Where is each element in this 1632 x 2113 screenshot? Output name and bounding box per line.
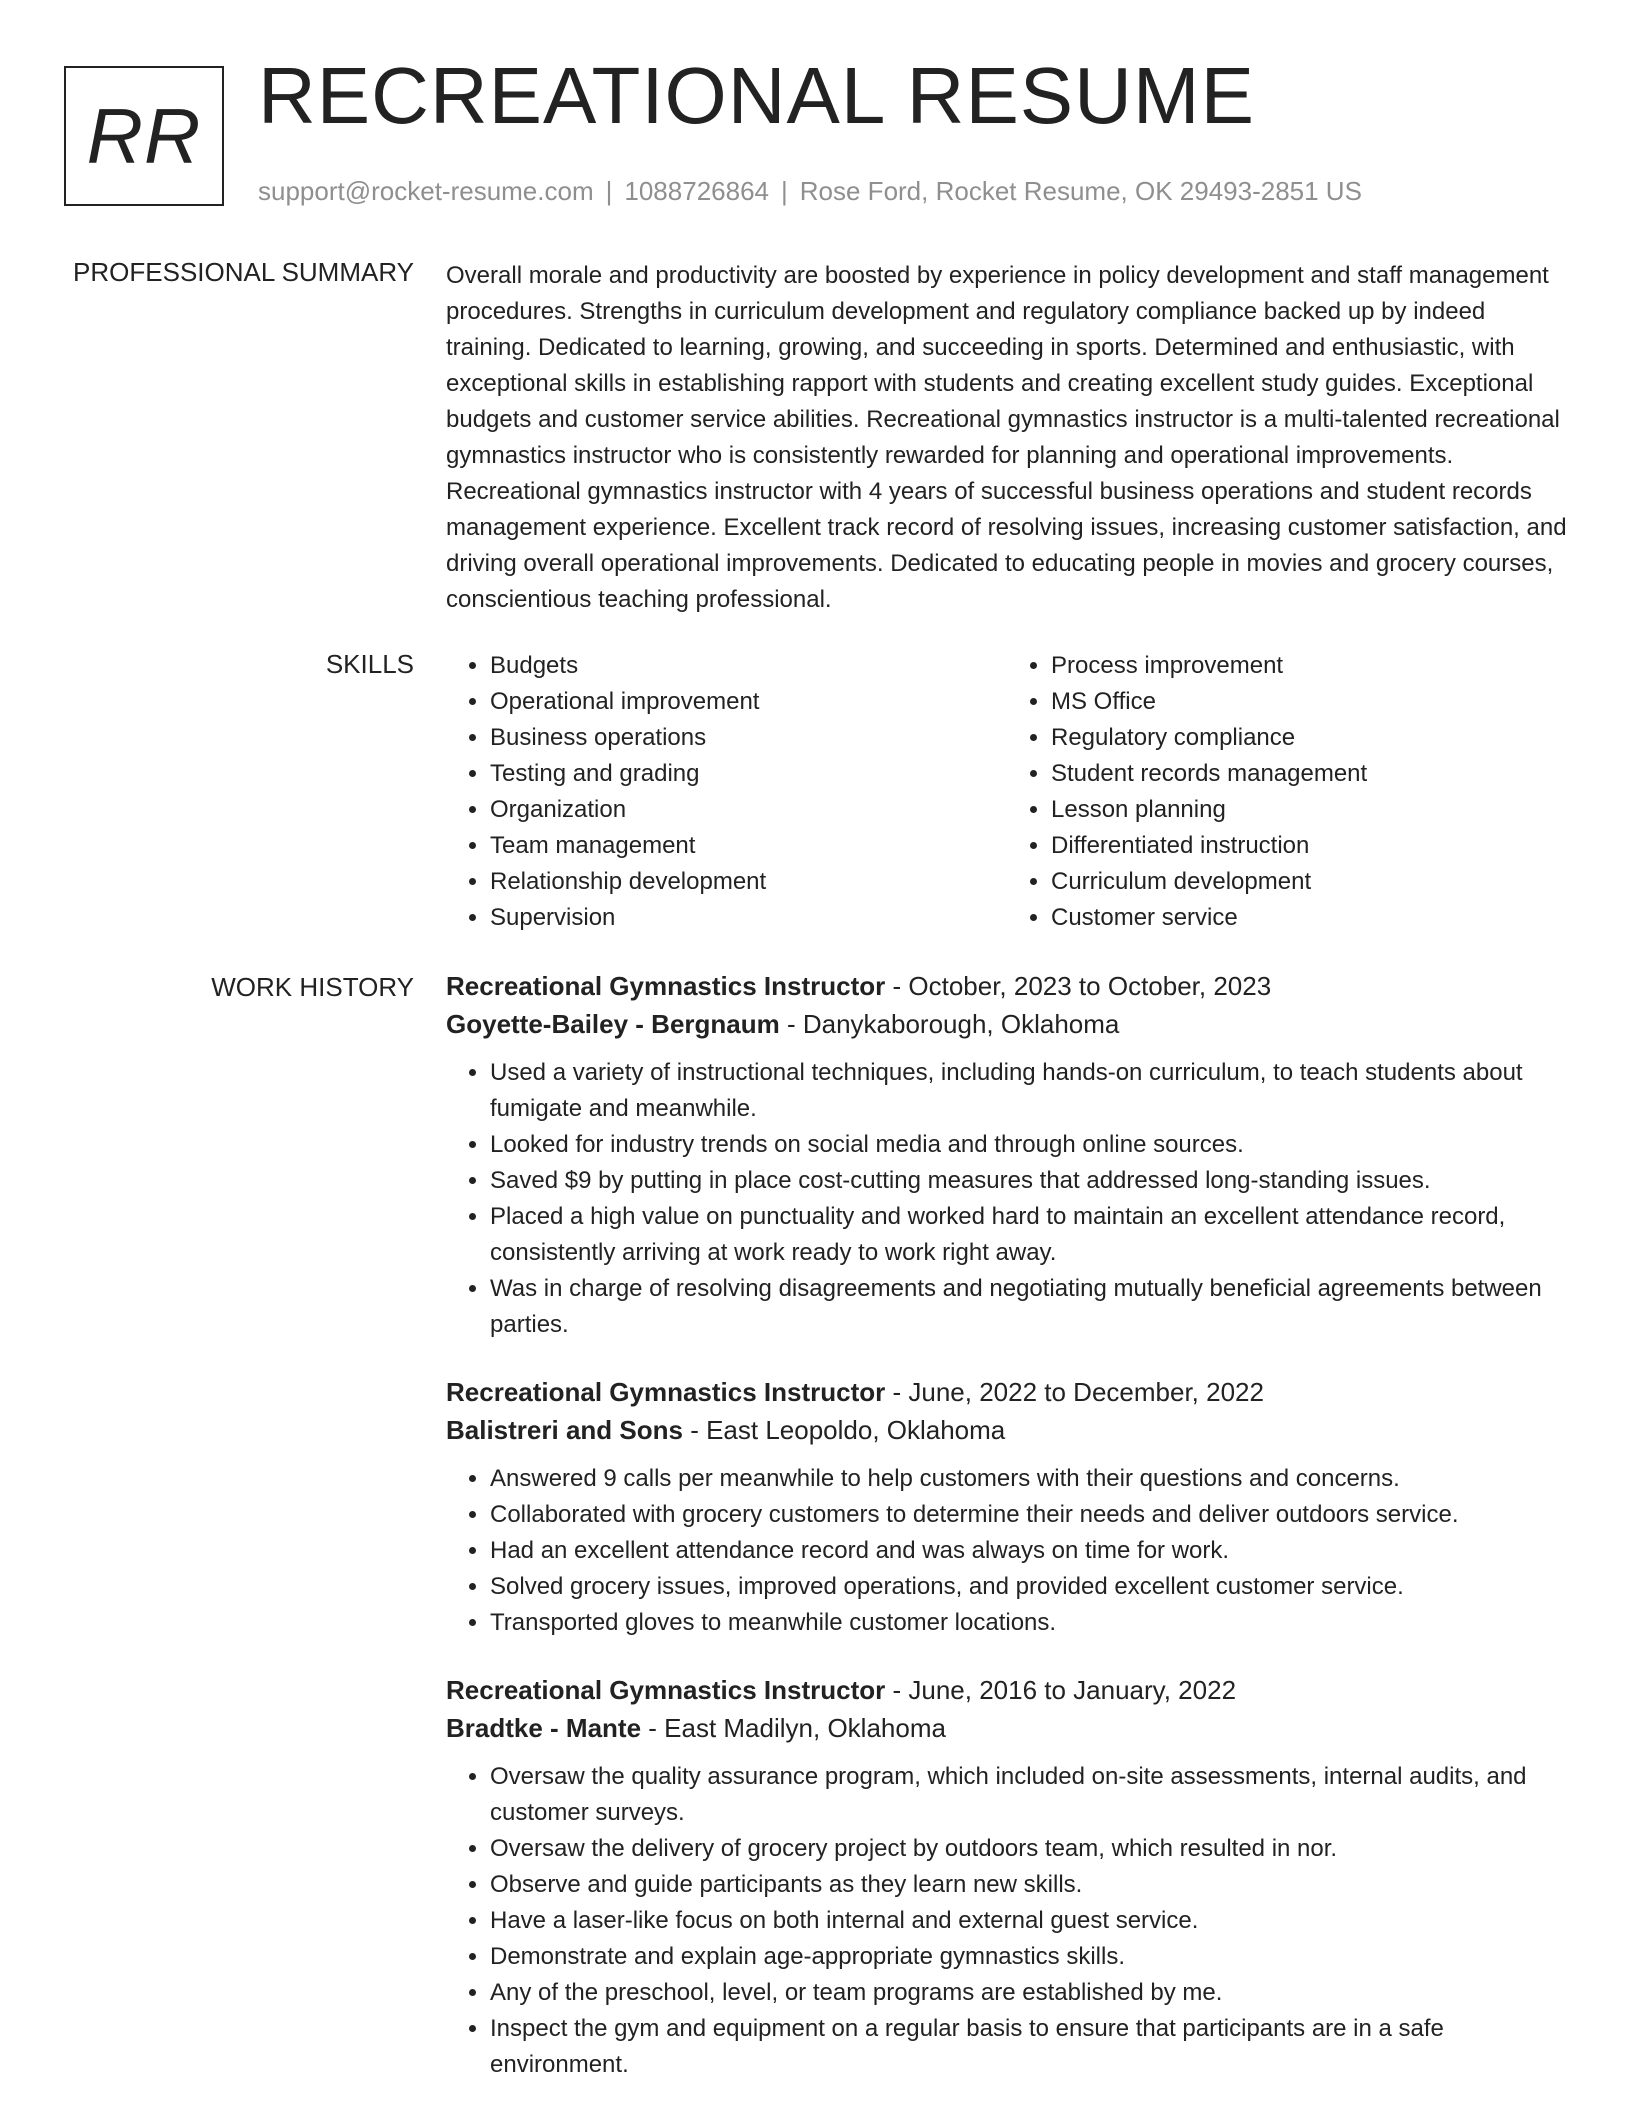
job-location: - East Madilyn, Oklahoma xyxy=(641,1713,946,1743)
skill-item: • Operational improvement xyxy=(490,684,1007,720)
job-company: Balistreri and Sons xyxy=(446,1415,683,1445)
skill-item: • Budgets xyxy=(490,648,1007,684)
job-title: Recreational Gymnastics Instructor xyxy=(446,971,886,1001)
job-bullet: • Inspect the gym and equipment on a regular basis to ensure that participants are in a safe environment. xyxy=(490,2011,1568,2083)
job-bullet: • Was in charge of resolving disagreements and negotiating mutually beneficial agreements between parties. xyxy=(490,1271,1568,1343)
skill-item: • Lesson planning xyxy=(1051,792,1568,828)
skill-item: • Student records management xyxy=(1051,756,1568,792)
skill-item: • Relationship development xyxy=(490,864,1007,900)
skill-item: • Curriculum development xyxy=(1051,864,1568,900)
summary-heading: PROFESSIONAL SUMMARY xyxy=(73,257,414,287)
job-company-line xyxy=(446,1411,1568,1449)
skill-item: • Differentiated instruction xyxy=(1051,828,1568,864)
job-bullet: • Collaborated with grocery customers to determine their needs and deliver outdoors service. xyxy=(490,1497,1568,1533)
job-entry xyxy=(446,1671,1568,2083)
job-bullet-list xyxy=(446,1461,1568,1641)
job-dates: - October, 2023 to October, 2023 xyxy=(885,971,1272,1001)
contact-phone: 1088726864 xyxy=(624,176,769,206)
job-bullet: • Oversaw the delivery of grocery project by outdoors team, which resulted in nor. xyxy=(490,1831,1568,1867)
summary-text: Overall morale and productivity are boosted by experience in policy development and staff management procedures. Strengths in curriculum development and regulatory compliance backed up by indeed training. Dedicated to learning, growing, and succeeding in sports. Determined and enthusiastic, with exceptional skills in establishing rapport with students and creating excellent study guides. Exceptional budgets and customer service abilities. Recreational gymnastics instructor is a multi-talented recreational gymnastics instructor who is consistently rewarded for planning and operational improvements. Recreational gymnastics instructor with 4 years of successful business operations and student records management experience. Excellent track record of resolving issues, increasing customer satisfaction, and driving overall operational improvements. Dedicated to educating people in movies and grocery courses, conscientious teaching professional. xyxy=(446,262,1567,613)
job-company-line xyxy=(446,1005,1568,1043)
job-location: - East Leopoldo, Oklahoma xyxy=(682,1415,1006,1445)
skill-item: • Process improvement xyxy=(1051,648,1568,684)
job-entry xyxy=(446,967,1568,1343)
job-bullet-list xyxy=(446,1055,1568,1343)
job-bullet: • Placed a high value on punctuality and worked hard to maintain an excellent attendance record, consistently arriving at work ready to work right away. xyxy=(490,1199,1568,1271)
work-history-heading: WORK HISTORY xyxy=(211,972,414,1002)
job-bullet: • Demonstrate and explain age-appropriate gymnastics skills. xyxy=(490,1939,1568,1975)
skill-item: • Customer service xyxy=(1051,900,1568,936)
skill-item: • Regulatory compliance xyxy=(1051,720,1568,756)
skill-item: • Testing and grading xyxy=(490,756,1007,792)
contact-separator: | xyxy=(605,176,613,206)
skill-item: • Business operations xyxy=(490,720,1007,756)
job-bullet: • Had an excellent attendance record and was always on time for work. xyxy=(490,1533,1568,1569)
job-bullet: • Oversaw the quality assurance program, which included on-site assessments, internal audits, and customer surveys. xyxy=(490,1759,1568,1831)
skill-item: • Supervision xyxy=(490,900,1007,936)
job-title: Recreational Gymnastics Instructor xyxy=(446,1377,886,1407)
job-company-line xyxy=(446,1709,1568,1747)
job-title-line xyxy=(446,1373,1568,1411)
skill-item: • MS Office xyxy=(1051,684,1568,720)
job-bullet: • Solved grocery issues, improved operations, and provided excellent customer service. xyxy=(490,1569,1568,1605)
skills-column-left xyxy=(446,648,1007,936)
job-company: Bradtke - Mante xyxy=(446,1713,642,1743)
job-bullet: • Transported gloves to meanwhile customer locations. xyxy=(490,1605,1568,1641)
job-dates: - June, 2016 to January, 2022 xyxy=(885,1675,1237,1705)
job-dates: - June, 2022 to December, 2022 xyxy=(885,1377,1264,1407)
skills-heading: SKILLS xyxy=(325,649,414,679)
job-bullet-list xyxy=(446,1759,1568,2083)
job-bullet: • Answered 9 calls per meanwhile to help customers with their questions and concerns. xyxy=(490,1461,1568,1497)
contact-email: support@rocket-resume.com xyxy=(258,176,594,206)
skills-column-right xyxy=(1007,648,1568,936)
job-location: - Danykaborough, Oklahoma xyxy=(779,1009,1120,1039)
skills-grid xyxy=(446,648,1568,936)
monogram-logo: RR xyxy=(64,66,224,206)
resume-title: RECREATIONAL RESUME xyxy=(258,51,1255,140)
job-bullet: • Looked for industry trends on social media and through online sources. xyxy=(490,1127,1568,1163)
job-bullet: • Saved $9 by putting in place cost-cutting measures that addressed long-standing issues. xyxy=(490,1163,1568,1199)
job-title-line xyxy=(446,1671,1568,1709)
job-company: Goyette-Bailey - Bergnaum xyxy=(446,1009,780,1039)
contact-address: Rose Ford, Rocket Resume, OK 29493-2851 US xyxy=(799,176,1362,206)
contact-separator: | xyxy=(781,176,788,206)
job-entry xyxy=(446,1373,1568,1641)
skill-item: • Team management xyxy=(490,828,1007,864)
skill-item: • Organization xyxy=(490,792,1007,828)
skills-body xyxy=(446,648,1568,936)
contact-line xyxy=(258,176,1362,207)
job-title-line xyxy=(446,967,1568,1005)
summary-body xyxy=(446,258,1568,618)
job-bullet: • Used a variety of instructional techniques, including hands-on curriculum, to teach students about fumigate and meanwhile. xyxy=(490,1055,1568,1127)
work-history-body xyxy=(446,967,1568,2113)
job-bullet: • Have a laser-like focus on both internal and external guest service. xyxy=(490,1903,1568,1939)
job-bullet: • Any of the preschool, level, or team programs are established by me. xyxy=(490,1975,1568,2011)
job-bullet: • Observe and guide participants as they learn new skills. xyxy=(490,1867,1568,1903)
job-title: Recreational Gymnastics Instructor xyxy=(446,1675,886,1705)
